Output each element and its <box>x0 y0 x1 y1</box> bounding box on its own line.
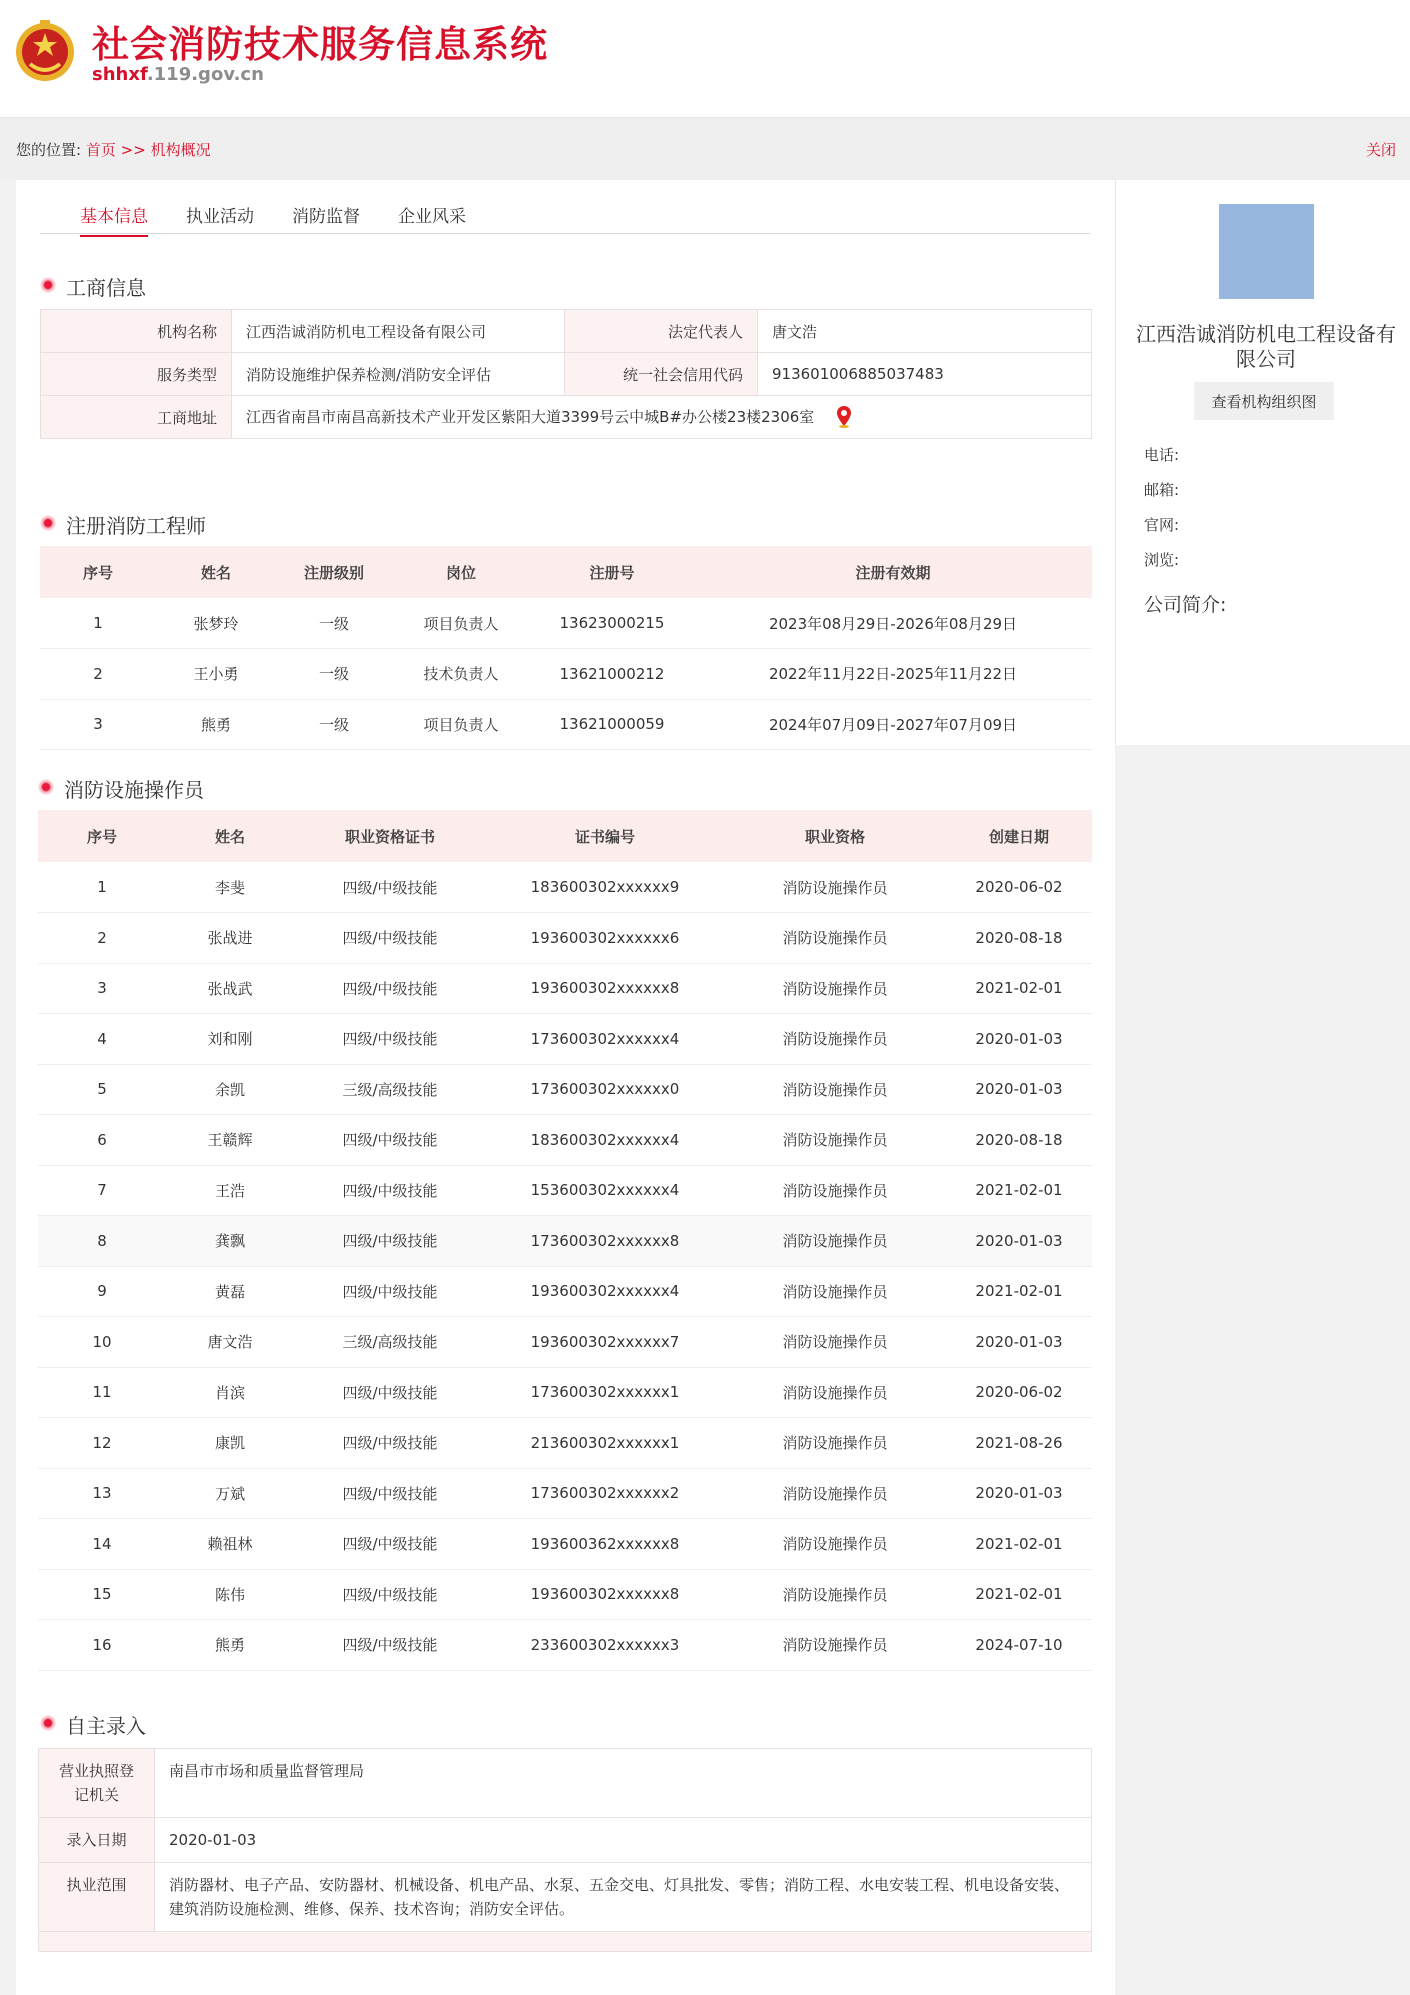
credit-code-label: 统一社会信用代码 <box>565 353 758 396</box>
section-heading-business: 工商信息 <box>40 272 146 301</box>
operator-cell: 193600302xxxxxx6 <box>486 913 724 964</box>
table-row <box>40 598 1092 649</box>
business-info-table <box>40 309 1092 439</box>
operator-cell: 193600302xxxxxx8 <box>486 963 724 1014</box>
operator-cell: 2 <box>38 913 166 964</box>
operator-cell: 消防设施操作员 <box>724 1367 946 1418</box>
operator-cell: 193600302xxxxxx8 <box>486 1569 724 1620</box>
operator-cell: 刘和刚 <box>166 1014 294 1065</box>
operator-cell: 4 <box>38 1014 166 1065</box>
operator-cell: 消防设施操作员 <box>724 1216 946 1267</box>
operator-cell: 王浩 <box>166 1165 294 1216</box>
engineer-column-header: 姓名 <box>156 546 276 598</box>
business-scope-value: 消防器材、电子产品、安防器材、机械设备、机电产品、水泵、五金交电、灯具批发、零售；消防工程、水电安装工程、机电设备安装、建筑消防设施检测、维修、保养、技术咨询；消防安全评估。 <box>155 1863 1092 1932</box>
entry-date-value: 2020-01-03 <box>155 1818 1092 1863</box>
operator-cell: 消防设施操作员 <box>724 913 946 964</box>
fire-emblem-icon <box>14 18 76 84</box>
operator-cell: 四级/中级技能 <box>294 1569 486 1620</box>
registration-authority-label: 营业执照登 记机关 <box>39 1749 155 1818</box>
operator-cell: 2021-02-01 <box>946 1165 1092 1216</box>
section-dot-icon <box>38 779 54 795</box>
site-domain: shhxf.119.gov.cn <box>92 64 264 85</box>
engineer-cell: 张梦玲 <box>156 598 276 649</box>
operator-cell: 消防设施操作员 <box>724 1569 946 1620</box>
engineer-cell: 1 <box>40 598 156 649</box>
operator-cell: 183600302xxxxxx4 <box>486 1115 724 1166</box>
operator-cell: 2020-01-03 <box>946 1317 1092 1368</box>
engineer-column-header: 注册号 <box>530 546 694 598</box>
service-type-value: 消防设施维护保养检测/消防安全评估 <box>232 353 565 396</box>
operator-cell: 四级/中级技能 <box>294 913 486 964</box>
operator-cell: 173600302xxxxxx2 <box>486 1468 724 1519</box>
engineer-cell: 一级 <box>276 699 392 750</box>
operator-cell: 14 <box>38 1519 166 1570</box>
table-row <box>38 1620 1092 1671</box>
operator-cell: 7 <box>38 1165 166 1216</box>
main-content <box>16 180 1115 1995</box>
operator-cell: 赖祖林 <box>166 1519 294 1570</box>
operator-cell: 消防设施操作员 <box>724 1620 946 1671</box>
self-entry-table <box>38 1748 1092 1952</box>
operator-cell: 四级/中级技能 <box>294 1620 486 1671</box>
page-body <box>0 180 1410 1995</box>
operator-column-header: 职业资格 <box>724 810 946 862</box>
operator-cell: 消防设施操作员 <box>724 1165 946 1216</box>
operator-cell: 2024-07-10 <box>946 1620 1092 1671</box>
table-row <box>38 1266 1092 1317</box>
operator-cell: 193600302xxxxxx7 <box>486 1317 724 1368</box>
location-pin-icon[interactable] <box>837 406 851 428</box>
operator-cell: 万斌 <box>166 1468 294 1519</box>
breadcrumb <box>16 139 211 160</box>
self-entry-footer <box>39 1932 1092 1952</box>
breadcrumb-bar <box>0 118 1410 180</box>
operator-cell: 消防设施操作员 <box>724 1317 946 1368</box>
operator-cell: 2020-01-03 <box>946 1014 1092 1065</box>
credit-code-value: 913601006885037483 <box>758 353 1092 396</box>
tab-company-style[interactable]: 企业风采 <box>398 207 466 227</box>
table-row <box>38 1064 1092 1115</box>
operator-cell: 熊勇 <box>166 1620 294 1671</box>
tab-fire-supervision[interactable]: 消防监督 <box>292 207 360 227</box>
table-row <box>38 1317 1092 1368</box>
operator-cell: 9 <box>38 1266 166 1317</box>
operator-cell: 15 <box>38 1569 166 1620</box>
table-row <box>38 963 1092 1014</box>
breadcrumb-home-link[interactable]: 首页 <box>85 141 116 159</box>
operators-table <box>38 810 1092 1671</box>
operator-cell: 2020-08-18 <box>946 1115 1092 1166</box>
side-org-name: 江西浩诚消防机电工程设备有限公司 <box>1136 322 1396 371</box>
table-row <box>40 649 1092 700</box>
operator-cell: 2021-02-01 <box>946 1569 1092 1620</box>
breadcrumb-separator: >> <box>120 141 146 159</box>
operator-cell: 唐文浩 <box>166 1317 294 1368</box>
table-row <box>38 1569 1092 1620</box>
website-label: 官网: <box>1144 516 1180 534</box>
operator-column-header: 证书编号 <box>486 810 724 862</box>
operator-cell: 173600302xxxxxx1 <box>486 1367 724 1418</box>
company-logo <box>1219 204 1314 299</box>
operator-cell: 消防设施操作员 <box>724 1418 946 1469</box>
operator-cell: 5 <box>38 1064 166 1115</box>
phone-label: 电话: <box>1144 446 1180 464</box>
operator-cell: 李斐 <box>166 862 294 913</box>
operator-cell: 2020-06-02 <box>946 1367 1092 1418</box>
table-row <box>38 913 1092 964</box>
engineer-column-header: 序号 <box>40 546 156 598</box>
engineer-cell: 13621000212 <box>530 649 694 700</box>
side-panel <box>1115 180 1410 745</box>
operator-cell: 张战武 <box>166 963 294 1014</box>
engineer-cell: 3 <box>40 699 156 750</box>
section-heading-engineers: 注册消防工程师 <box>40 510 206 539</box>
engineer-cell: 熊勇 <box>156 699 276 750</box>
operator-cell: 王赣辉 <box>166 1115 294 1166</box>
operator-cell: 16 <box>38 1620 166 1671</box>
engineers-header-row <box>40 546 1092 598</box>
operator-cell: 陈伟 <box>166 1569 294 1620</box>
operator-cell: 龚飘 <box>166 1216 294 1267</box>
operator-cell: 消防设施操作员 <box>724 1519 946 1570</box>
operator-cell: 消防设施操作员 <box>724 1115 946 1166</box>
operator-cell: 153600302xxxxxx4 <box>486 1165 724 1216</box>
operator-cell: 2020-06-02 <box>946 862 1092 913</box>
section-heading-operators: 消防设施操作员 <box>38 774 204 803</box>
operator-cell: 2020-01-03 <box>946 1216 1092 1267</box>
business-scope-label: 执业范围 <box>39 1863 155 1932</box>
breadcrumb-current[interactable]: 机构概况 <box>150 141 211 159</box>
service-type-label: 服务类型 <box>41 353 232 396</box>
engineer-cell: 项目负责人 <box>392 699 530 750</box>
operator-cell: 233600302xxxxxx3 <box>486 1620 724 1671</box>
tab-bar <box>40 180 1090 234</box>
view-org-chart-button[interactable]: 查看机构组织图 <box>1194 382 1334 420</box>
engineer-cell: 技术负责人 <box>392 649 530 700</box>
operator-cell: 消防设施操作员 <box>724 1468 946 1519</box>
operator-cell: 2020-01-03 <box>946 1468 1092 1519</box>
engineer-cell: 13623000215 <box>530 598 694 649</box>
engineer-cell: 2 <box>40 649 156 700</box>
operator-cell: 三级/高级技能 <box>294 1317 486 1368</box>
operator-cell: 消防设施操作员 <box>724 963 946 1014</box>
tab-practice-activity[interactable]: 执业活动 <box>186 207 254 227</box>
org-name-label: 机构名称 <box>41 310 232 353</box>
operator-cell: 173600302xxxxxx8 <box>486 1216 724 1267</box>
operator-cell: 12 <box>38 1418 166 1469</box>
operator-cell: 四级/中级技能 <box>294 1519 486 1570</box>
table-row <box>38 1014 1092 1065</box>
operator-cell: 张战进 <box>166 913 294 964</box>
section-heading-self-entry: 自主录入 <box>40 1710 146 1739</box>
legal-rep-value: 唐文浩 <box>758 310 1092 353</box>
operator-cell: 三级/高级技能 <box>294 1064 486 1115</box>
operator-cell: 2020-08-18 <box>946 913 1092 964</box>
breadcrumb-prefix: 您的位置: <box>16 141 82 159</box>
operator-column-header: 序号 <box>38 810 166 862</box>
engineer-cell: 2022年11月22日-2025年11月22日 <box>694 649 1092 700</box>
operator-cell: 1 <box>38 862 166 913</box>
operator-cell: 183600302xxxxxx9 <box>486 862 724 913</box>
operator-cell: 13 <box>38 1468 166 1519</box>
site-header <box>0 0 1410 118</box>
operator-cell: 肖滨 <box>166 1367 294 1418</box>
operator-cell: 四级/中级技能 <box>294 1468 486 1519</box>
engineer-cell: 13621000059 <box>530 699 694 750</box>
operator-cell: 四级/中级技能 <box>294 1418 486 1469</box>
operator-cell: 四级/中级技能 <box>294 963 486 1014</box>
engineer-column-header: 注册有效期 <box>694 546 1092 598</box>
engineer-cell: 2024年07月09日-2027年07月09日 <box>694 699 1092 750</box>
engineer-cell: 2023年08月29日-2026年08月29日 <box>694 598 1092 649</box>
operator-cell: 四级/中级技能 <box>294 1165 486 1216</box>
table-row <box>38 1115 1092 1166</box>
table-row <box>38 1367 1092 1418</box>
engineer-column-header: 岗位 <box>392 546 530 598</box>
operator-column-header: 职业资格证书 <box>294 810 486 862</box>
table-row <box>38 862 1092 913</box>
address-cell <box>232 396 1092 439</box>
tab-basic-info[interactable]: 基本信息 <box>80 202 148 237</box>
operator-cell: 四级/中级技能 <box>294 862 486 913</box>
operator-cell: 余凯 <box>166 1064 294 1115</box>
operator-cell: 消防设施操作员 <box>724 1266 946 1317</box>
operator-cell: 2021-02-01 <box>946 1519 1092 1570</box>
operator-cell: 消防设施操作员 <box>724 1064 946 1115</box>
operator-cell: 173600302xxxxxx4 <box>486 1014 724 1065</box>
table-row <box>38 1418 1092 1469</box>
operator-cell: 213600302xxxxxx1 <box>486 1418 724 1469</box>
views-label: 浏览: <box>1144 551 1180 569</box>
org-name-value: 江西浩诚消防机电工程设备有限公司 <box>232 310 565 353</box>
operator-cell: 2021-08-26 <box>946 1418 1092 1469</box>
engineer-cell: 王小勇 <box>156 649 276 700</box>
engineer-cell: 项目负责人 <box>392 598 530 649</box>
entry-date-label: 录入日期 <box>39 1818 155 1863</box>
email-label: 邮箱: <box>1144 481 1180 499</box>
operator-cell: 消防设施操作员 <box>724 862 946 913</box>
operator-column-header: 姓名 <box>166 810 294 862</box>
operator-cell: 6 <box>38 1115 166 1166</box>
section-dot-icon <box>40 515 56 531</box>
operators-header-row <box>38 810 1092 862</box>
site-title: 社会消防技术服务信息系统 <box>92 23 548 66</box>
table-row <box>40 699 1092 750</box>
table-row <box>38 1165 1092 1216</box>
operator-cell: 四级/中级技能 <box>294 1216 486 1267</box>
legal-rep-label: 法定代表人 <box>565 310 758 353</box>
operator-cell: 消防设施操作员 <box>724 1014 946 1065</box>
operator-cell: 193600302xxxxxx4 <box>486 1266 724 1317</box>
registration-authority-value: 南昌市市场和质量监督管理局 <box>155 1749 1092 1818</box>
operator-cell: 8 <box>38 1216 166 1267</box>
operator-cell: 康凯 <box>166 1418 294 1469</box>
address-value: 江西省南昌市南昌高新技术产业开发区紫阳大道3399号云中城B#办公楼23楼2306室 <box>246 407 815 426</box>
table-row <box>38 1519 1092 1570</box>
operator-cell: 11 <box>38 1367 166 1418</box>
operator-cell: 2021-02-01 <box>946 1266 1092 1317</box>
engineer-cell: 一级 <box>276 598 392 649</box>
operator-cell: 173600302xxxxxx0 <box>486 1064 724 1115</box>
section-dot-icon <box>40 277 56 293</box>
table-row <box>38 1468 1092 1519</box>
operator-cell: 四级/中级技能 <box>294 1266 486 1317</box>
operator-cell: 2020-01-03 <box>946 1064 1092 1115</box>
engineer-cell: 一级 <box>276 649 392 700</box>
close-link[interactable]: 关闭 <box>1365 141 1396 159</box>
engineer-column-header: 注册级别 <box>276 546 392 598</box>
operator-cell: 黄磊 <box>166 1266 294 1317</box>
engineers-table <box>40 546 1092 750</box>
address-label: 工商地址 <box>41 396 232 439</box>
operator-cell: 四级/中级技能 <box>294 1014 486 1065</box>
operator-cell: 3 <box>38 963 166 1014</box>
operator-cell: 四级/中级技能 <box>294 1367 486 1418</box>
operator-cell: 10 <box>38 1317 166 1368</box>
operator-cell: 四级/中级技能 <box>294 1115 486 1166</box>
table-row <box>38 1216 1092 1267</box>
operator-cell: 193600362xxxxxx8 <box>486 1519 724 1570</box>
company-intro-label: 公司简介: <box>1144 594 1227 616</box>
operator-column-header: 创建日期 <box>946 810 1092 862</box>
section-dot-icon <box>40 1715 56 1731</box>
operator-cell: 2021-02-01 <box>946 963 1092 1014</box>
